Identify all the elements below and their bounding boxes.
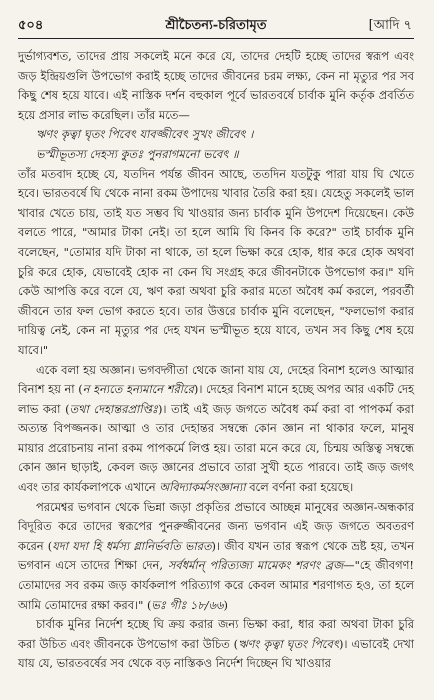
gita-quote-1: ন হন্যতে হন্যমানে শরীরে bbox=[82, 382, 194, 397]
header-rule bbox=[18, 38, 414, 39]
sanskrit-term: অবিদ্যাকর্মসংজ্ঞান্যা bbox=[159, 480, 246, 495]
paragraph-5-part-b: )। এভাবেই দেখা যায় যে, ভারতবর্ষের সব থেকে বড় নাস্তিকও নির্দেশ দিচ্ছেন ঘি খাওয়ার bbox=[18, 636, 414, 671]
gita-quote-3: যদা যদা হি ধর্মস্য গ্লানির্ভবতি ভারত bbox=[52, 538, 212, 553]
charvaka-quote: ঋণং কৃত্বা ঘৃতং পিবেৎ bbox=[238, 636, 339, 651]
book-title: শ্রীচৈতন্য-চরিতামৃত bbox=[165, 18, 267, 33]
paragraph-4-part-a: পরমেশ্বর ভগবান থেকে ভিন্না জড়া প্রকৃতির প্রভাবে আচ্ছন্ন মানুষের অজ্ঞান-অন্ধকার বিদূরিত করে তাদের স্বরূপের পুনরুজ্জীবনের জন্য ভগবান এই জড় জগতে অবতরণ করেন ( bbox=[18, 499, 414, 553]
paragraph-3-part-b: )। দেহের বিনাশ মানে হচ্ছে অপর আর একটি দেহ লাভ করা ( bbox=[18, 382, 415, 416]
page-number: ৫০৪ bbox=[18, 18, 44, 33]
section-label: [আদি ৭ bbox=[368, 18, 412, 33]
paragraph-4 bbox=[18, 498, 414, 616]
paragraph-5-part-a: চার্বাক মুনির নির্দেশ হচ্ছে ঘি ক্রয় করার জন্য ভিক্ষা করা, ধার করা অথবা টাকা চুরি করা উচিত এবং জীবনকে উপভোগ করা উচিত ( bbox=[18, 617, 414, 651]
verse-line-2: ভস্মীভূতস্য দেহস্য কুতঃ পুনরাগমনো ভবেৎ ॥ bbox=[36, 146, 239, 161]
paragraph-4-part-d: ) bbox=[223, 597, 228, 612]
paragraph-2: তাঁর মতবাদ হচ্ছে যে, যতদিন পর্যন্ত জীবন আছে, ততদিন যতটুকু পারা যায় ঘি খেতে হবে। ভারতবর্ষে ঘি থেকে নানা রকম উপাদেয় খাবার তৈরি করা হয়। যেহেতু সকলেই ভাল খাবার খেতে চায়, তাই যত সম্ভব ঘি খাওয়ার জন্য চার্বাক মুনি উপদেশ দিয়েছেন। কেউ বলতে পারে, "আমার টাকা নেই। তা হলে আমি ঘি কিনব কি করে?" তাই চার্বাক মুনি বলেছেন, "তোমার যদি টাকা না থাকে, তা হলে ভিক্ষা করে হোক, ধার করে হোক অথবা চুরি করে হোক, যেভাবেই হোক না কেন ঘি সংগ্রহ করে জীবনটাকে উপভোগ কর।" যদি কেউ আপত্তি করে বলে যে, ঋণ করা অথবা চুরি করার মতো অবৈধ কর্ম করলে, পরবর্তী জীবনে তার ফল ভোগ করতে হবে। তার উত্তরে চার্বাক মুনি বলেছেন, "ফলভোগ করার দায়িত্ব নেই, কেন না মৃত্যুর পর দেহ যখন ভস্মীভূত হয়ে যাবে, তখন সব কিছু শেষ হয়ে যাবে।" bbox=[18, 166, 414, 357]
verse-line-1: ঋণং কৃত্বা ঘৃতং পিবেৎ যাবজ্জীবেৎ সুখং জীবেৎ । bbox=[36, 127, 254, 142]
paragraph-4-part-b: )। জীব যখন তার স্বরূপ থেকে ভ্রষ্ট হয়, তখন ভগবান এসে তাদের শিক্ষা দেন, bbox=[18, 538, 414, 573]
gita-quote-2: তথা দেহান্তরপ্রাপ্তিঃ bbox=[69, 401, 158, 416]
page-body bbox=[18, 47, 414, 674]
gita-quote-4: সর্বধর্মান্ পরিত্যজ্য মামেকং শরণং ব্রজ bbox=[167, 558, 344, 573]
gita-reference: ভঃ গীঃ ১৮/৬৬ bbox=[151, 597, 224, 612]
paragraph-4-part-c: —"হে জীবগণ! তোমাদের সব রকম জড় কার্যকলাপ পরিত্যাগ করে কেবল আমার শরণাগত হও, তা হলে আমি তোমাদের রক্ষা করব।" ( bbox=[18, 558, 415, 612]
page-header bbox=[18, 16, 414, 38]
paragraph-3-part-a: একে বলা হয় অজ্ঞান। ভগবদ্গীতা থেকে জানা যায় যে, দেহের বিনাশ হলেও আত্মার বিনাশ হয় না ( bbox=[18, 362, 414, 397]
paragraph-5 bbox=[18, 615, 414, 674]
paragraph-3-part-c: )। তাই এই জড় জগতে অবৈধ কর্ম করা বা পাপকর্ম করা অত্যন্ত বিপজ্জনক। আত্মা ও তার দেহান্তর সম্বন্ধে কোন জ্ঞান না থাকার ফলে, মানুষ মায়ার প্ররোচনায় নানা রকম পাপকর্মে লিপ্ত হয়। তারা মনে করে যে, চিন্ময় অস্তিত্ব সম্বন্ধে কোন জ্ঞান ছাড়াই, কেবল জড় জ্ঞানের প্রভাবে তারা সুখী হতে পারবে। তাই জড় জগৎ এবং তার কার্যকলাপকে এখানে bbox=[18, 401, 414, 495]
paragraph-3 bbox=[18, 361, 414, 498]
paragraph-3-part-d: বলে বর্ণনা করা হয়েছে। bbox=[245, 480, 354, 495]
paragraph-1: দুর্ভাগ্যবশত, তাদের প্রায় সকলেই মনে করে যে, তাদের দেহটি হচ্ছে তাদের স্বরূপ এবং জড় ইন্দ্রিয়গুলি উপভোগ করাই হচ্ছে তাদের জীবনের চরম লক্ষ্য, কেন না মৃত্যুর পর সব কিছু শেষ হয়ে যাবে। এই নাস্তিক দর্শন বহুকাল পূর্বে ভারতবর্ষে চার্বাক মুনি কর্তৃক প্রবর্তিত হয়ে প্রসার লাভ করেছিল। তাঁর মতে— bbox=[18, 49, 414, 122]
